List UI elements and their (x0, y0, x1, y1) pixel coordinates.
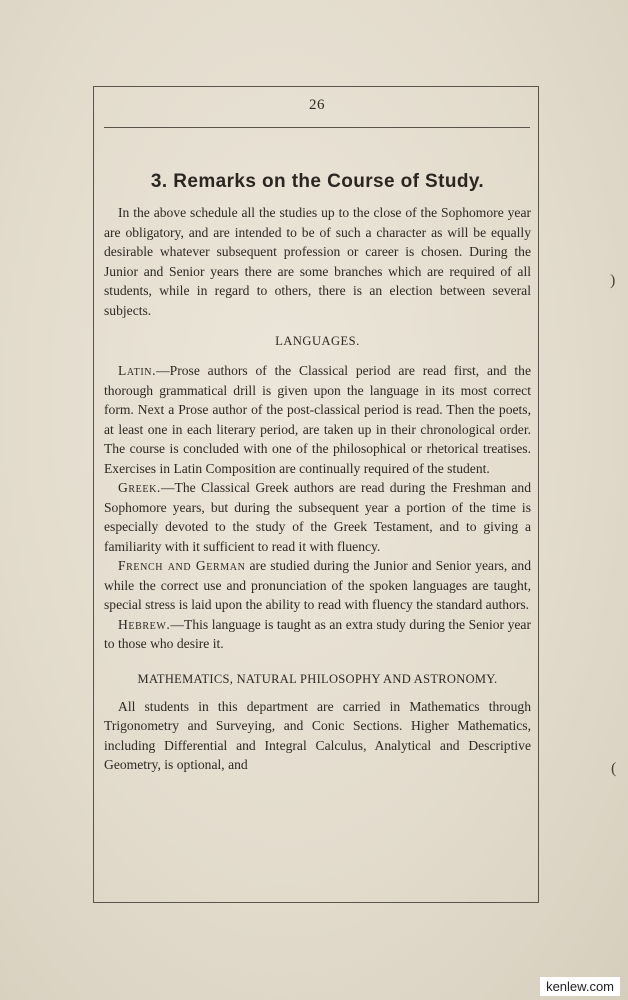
greek-text: —The Classical Greek authors are read during the Freshman and Sophomore years, but during the subsequent year a portion of the time is especially devoted to the study of the Greek Testament, and to giving a familiarity with it sufficient to read it with fluency. (104, 480, 531, 554)
hebrew-text: —This language is taught as an extra study during the Senior year to those who desire it. (104, 616, 531, 651)
languages-heading: LANGUAGES. (275, 334, 360, 348)
french-german-text: are studied during the Junior and Senior years, and while the correct use and pronunciation of the spoken languages are taught, special stress is laid upon the ability to read with fluency the standard authors. (104, 558, 532, 612)
greek-lead: Greek. (118, 480, 161, 495)
french-german-paragraph (104, 556, 531, 615)
mathematics-paragraph: All students in this department are carried in Mathematics through Trigonometry and Surveying, and Conic Sections. Higher Mathematics, including Differential and Integral Calculus, Analytical and Descriptive Geometry, is optional, and (104, 698, 531, 772)
margin-mark: ( (611, 760, 617, 777)
latin-text: —Prose authors of the Classical period are read first, and the thorough grammatical drill is given upon the language in its most correct form. Next a Prose author of the post-classical period is read. Then the poets, at least one in each literary period, are taken up in their chronological order. The course is concluded with one of the philosophical or rhetorical treatises. Exercises in Latin Composition are continually required of the student. (104, 363, 531, 476)
page-frame (93, 86, 539, 903)
page-number: 26 (309, 97, 325, 113)
latin-paragraph (104, 361, 531, 478)
greek-paragraph (104, 478, 531, 556)
intro-paragraph: In the above schedule all the studies up to the close of the Sophomore year are obligatory, and are intended to be of such a character as will be equally desirable whatever subsequent profession or career is chosen. During the Junior and Senior years there are some branches which are required of all students, while in regard to others, there is an election between several subjects. (104, 205, 531, 318)
site-watermark: kenlew.com (540, 977, 620, 996)
page-content (104, 171, 531, 775)
french-german-lead: French and German (118, 558, 246, 573)
mathematics-heading: MATHEMATICS, NATURAL PHILOSOPHY AND ASTRONOMY. (137, 671, 498, 686)
hebrew-lead: Hebrew. (118, 616, 171, 632)
latin-lead: Latin. (118, 363, 157, 378)
header-rule (104, 127, 530, 128)
section-title: 3. Remarks on the Course of Study. (150, 171, 485, 192)
margin-mark: ) (610, 272, 616, 289)
hebrew-paragraph (104, 615, 531, 654)
